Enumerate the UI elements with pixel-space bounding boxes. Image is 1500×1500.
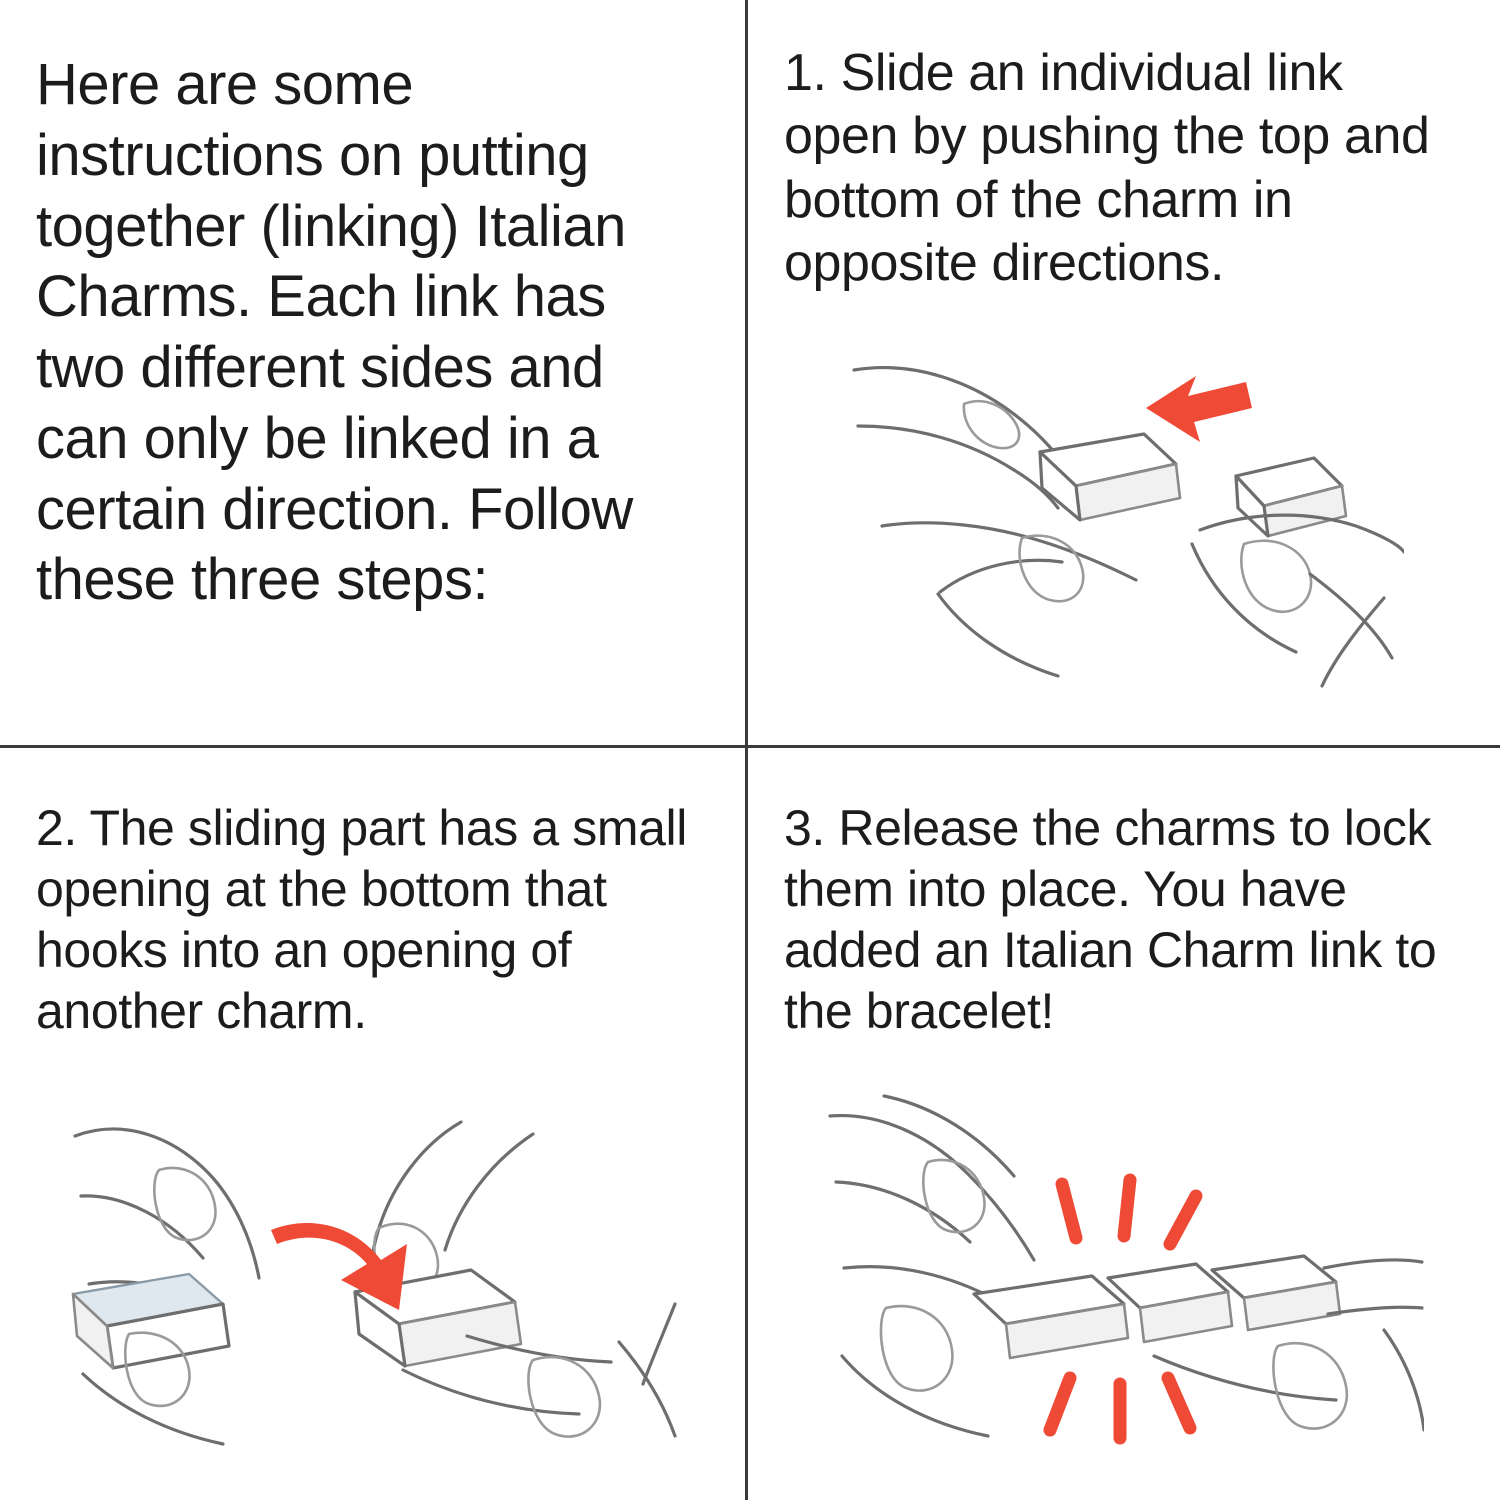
step-1-illustration: [748, 330, 1500, 710]
step-3-text: 3. Release the charms to lock them into place. You have added an Italian Charm link to the bracelet!: [784, 800, 1437, 1039]
step-2-text: 2. The sliding part has a small opening at the bottom that hooks into an opening of another charm.: [36, 800, 687, 1039]
red-curved-arrow-icon: [271, 1223, 407, 1310]
intro-text: Here are some instructions on putting together (linking) Italian Charms. Each link has two different sides and can only be linked in a certain direction. Follow these three steps:: [36, 52, 633, 613]
panel-intro: [0, 0, 748, 748]
step-3-illustration: [748, 1078, 1500, 1458]
panel-step-1: [748, 0, 1500, 748]
panel-step-2: [0, 748, 748, 1500]
step-2-illustration: [0, 1078, 745, 1458]
panel-step-3: [748, 748, 1500, 1500]
red-arrow-icon: [1146, 376, 1252, 442]
step-1-text: 1. Slide an individual link open by pushing the top and bottom of the charm in opposite directions.: [784, 44, 1430, 293]
